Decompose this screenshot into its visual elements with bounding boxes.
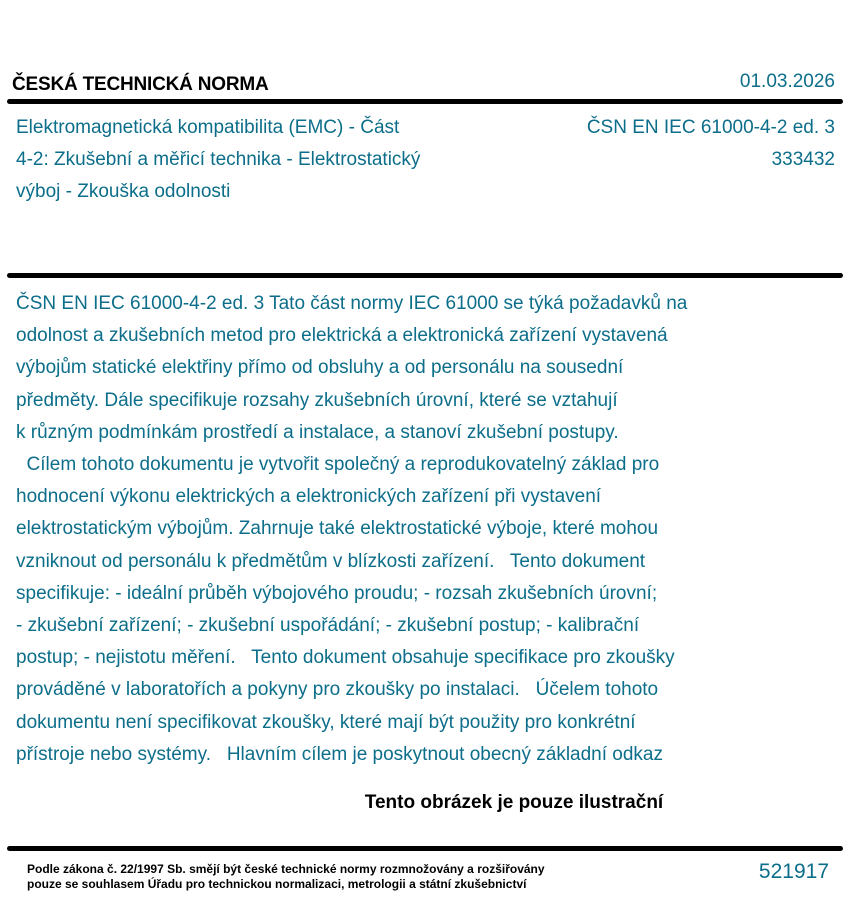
standard-title-line: 4-2: Zkušební a měřicí technika - Elektrostatický [16,149,421,170]
standard-title-line: výboj - Zkouška odolnosti [16,181,231,202]
abstract-line: dokumentu není specifikovat zkoušky, které mají být použity pro konkrétní [16,711,636,733]
document-date: 01.03.2026 [739,71,835,92]
legal-notice-line: Podle zákona č. 22/1997 Sb. smějí být české technické normy rozmnožovány a rozšiřovány [27,862,545,876]
legal-notice-line: pouze se souhlasem Úřadu pro technickou normalizaci, metrologii a státní zkušebnictví [27,877,527,891]
legal-notice [27,862,545,892]
header-divider [7,99,843,104]
abstract-line: elektrostatickým výbojům. Zahrnuje také elektrostatické výboje, které mohou [16,518,659,540]
abstract-line: předměty. Dále specifikuje rozsahy zkušebních úrovní, které se vztahují [16,389,618,411]
section-divider [7,273,843,278]
document-header-title: ČESKÁ TECHNICKÁ NORMA [12,74,269,95]
footer-code: 521917 [758,860,829,883]
abstract-line: specifikuje: - ideální průběh výbojového proudu; - rozsah zkušebních úrovní; [16,582,658,604]
abstract-text [16,288,846,771]
standard-code: ČSN EN IEC 61000-4-2 ed. 3 [586,117,835,138]
abstract-line: výbojům statické elektřiny přímo od obsluhy a od personálu na sousední [16,357,624,379]
abstract-line: vzniknout od personálu k předmětům v blízkosti zařízení. Tento dokument [16,550,646,572]
abstract-line: hodnocení výkonu elektrických a elektronických zařízení při vystavení [16,486,602,508]
abstract-line: odolnost a zkušebních metod pro elektrická a elektronická zařízení vystavená [16,325,668,347]
abstract-line: ČSN EN IEC 61000-4-2 ed. 3 Tato část normy IEC 61000 se týká požadavků na [16,293,688,314]
abstract-line: k různým podmínkám prostředí a instalace, a stanoví zkušební postupy. [16,421,619,443]
illustration-disclaimer: Tento obrázek je pouze ilustrační [364,792,664,813]
abstract-line: - zkušební zařízení; - zkušební uspořádání; - zkušební postup; - kalibrační [16,615,640,637]
abstract-line: prováděné v laboratořích a pokyny pro zkoušky po instalaci. Účelem tohoto [16,679,659,701]
abstract-line: postup; - nejistotu měření. Tento dokument obsahuje specifikace pro zkoušky [16,647,675,669]
footer-divider [7,846,843,851]
classification-number: 333432 [771,149,835,170]
abstract-line: Cílem tohoto dokumentu je vytvořit společný a reprodukovatelný základ pro [16,454,660,476]
standard-title-line: Elektromagnetická kompatibilita (EMC) - Část [16,117,400,138]
abstract-line: přístroje nebo systémy. Hlavním cílem je poskytnout obecný základní odkaz [16,743,664,765]
